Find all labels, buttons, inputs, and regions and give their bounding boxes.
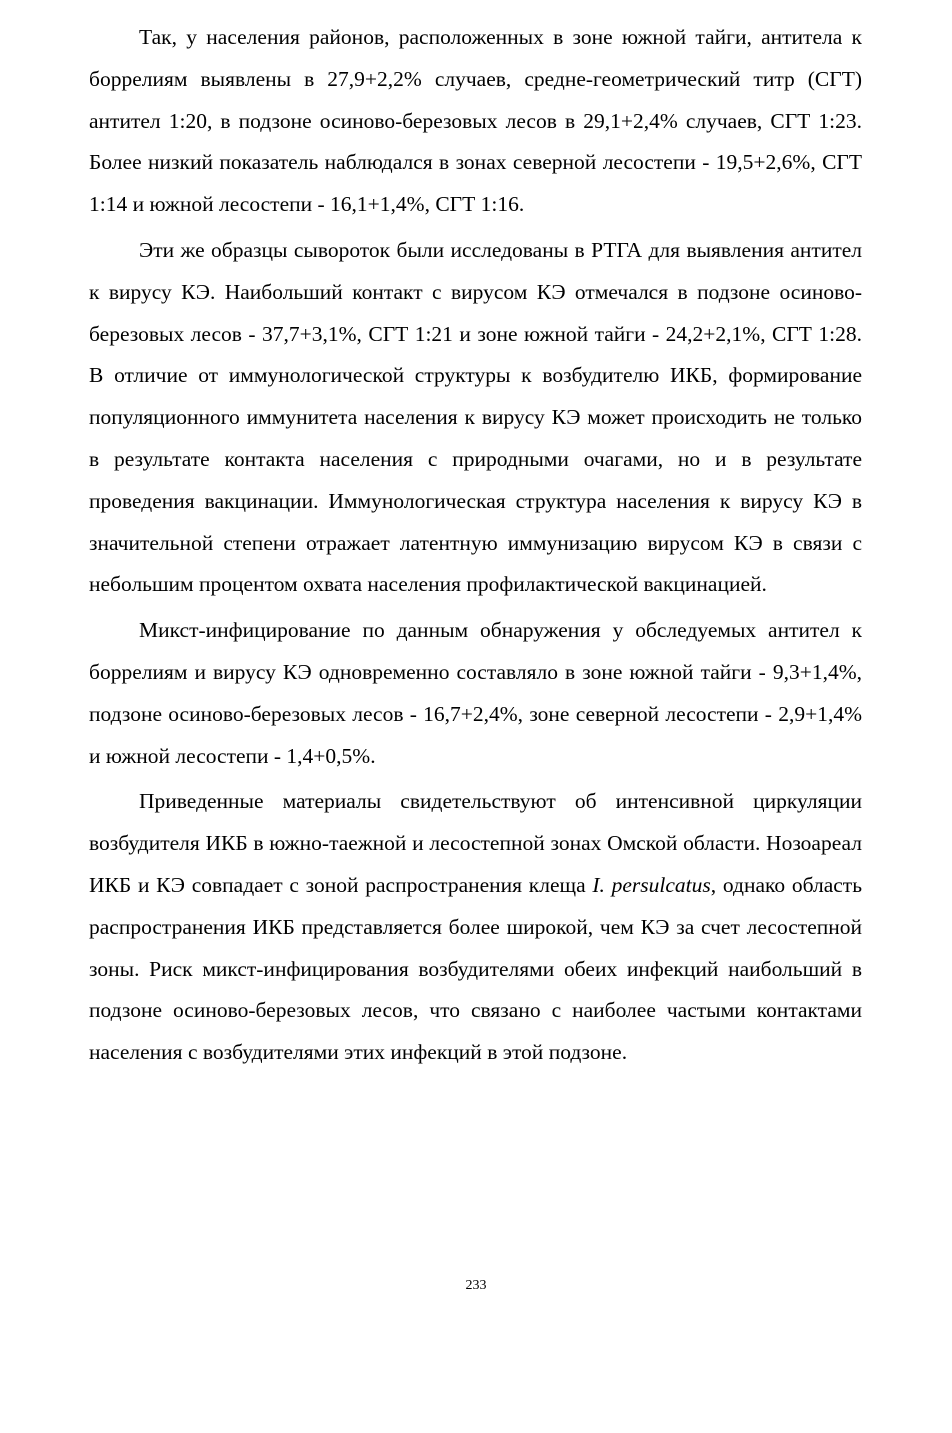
conclusion-text-end: , однако область распространения ИКБ представляется более широкой, чем КЭ за счет лесостепной зоны. Риск микст-инфицирования возбудителями обеих инфекций наибольший в подзоне осиново-березовых лесов, что связано с наиболее частыми контактами населения с возбудителями этих инфекций в этой подзоне.: [89, 872, 862, 1065]
document-body: [89, 17, 862, 1078]
page-number: 233: [465, 1278, 487, 1293]
paragraph-tick-borne-encephalitis: Эти же образцы сывороток были исследованы в РТГА для выявления антител к вирусу КЭ. Наибольший контакт с вирусом КЭ отмечался в подзоне осиново-березовых лесов - 37,7+3,1%, СГТ 1:21 и зоне южной тайги - 24,2+2,1%, СГТ 1:28. В отличие от иммунологической структуры к возбудителю ИКБ, формирование популяционного иммунитета населения к вирусу КЭ может происходить не только в результате контакта населения с природными очагами, но и в результате проведения вакцинации. Иммунологическая структура населения к вирусу КЭ в значительной степени отражает латентную иммунизацию вирусом КЭ в связи с небольшим процентом охвата населения профилактической вакцинацией.: [89, 237, 862, 597]
paragraph-conclusion: [89, 781, 862, 1074]
conclusion-text-start: Приведенные материалы свидетельствуют об интенсивной циркуляции возбудителя ИКБ в южно-таежной и лесостепной зонах Омской области. Нозоареал ИКБ и КЭ совпадает с зоной распространения клеща: [89, 789, 862, 897]
paragraph-antibodies-borrelia: Так, у населения районов, расположенных в зоне южной тайги, антитела к боррелиям выявлены в 27,9+2,2% случаев, средне-геометрический титр (СГТ) антител 1:20, в подзоне осиново-березовых лесов в 29,1+2,4% случаев, СГТ 1:23. Более низкий показатель наблюдался в зонах северной лесостепи - 19,5+2,6%, СГТ 1:14 и южной лесостепи - 16,1+1,4%, СГТ 1:16.: [89, 25, 862, 217]
species-name: I. persulcatus: [592, 872, 711, 897]
paragraph-mixed-infection: Микст-инфицирование по данным обнаружения у обследуемых антител к боррелиям и вирусу КЭ одновременно составляло в зоне южной тайги - 9,3+1,4%, подзоне осиново-березовых лесов - 16,7+2,4%, зоне северной лесостепи - 2,9+1,4% и южной лесостепи - 1,4+0,5%.: [89, 618, 862, 768]
